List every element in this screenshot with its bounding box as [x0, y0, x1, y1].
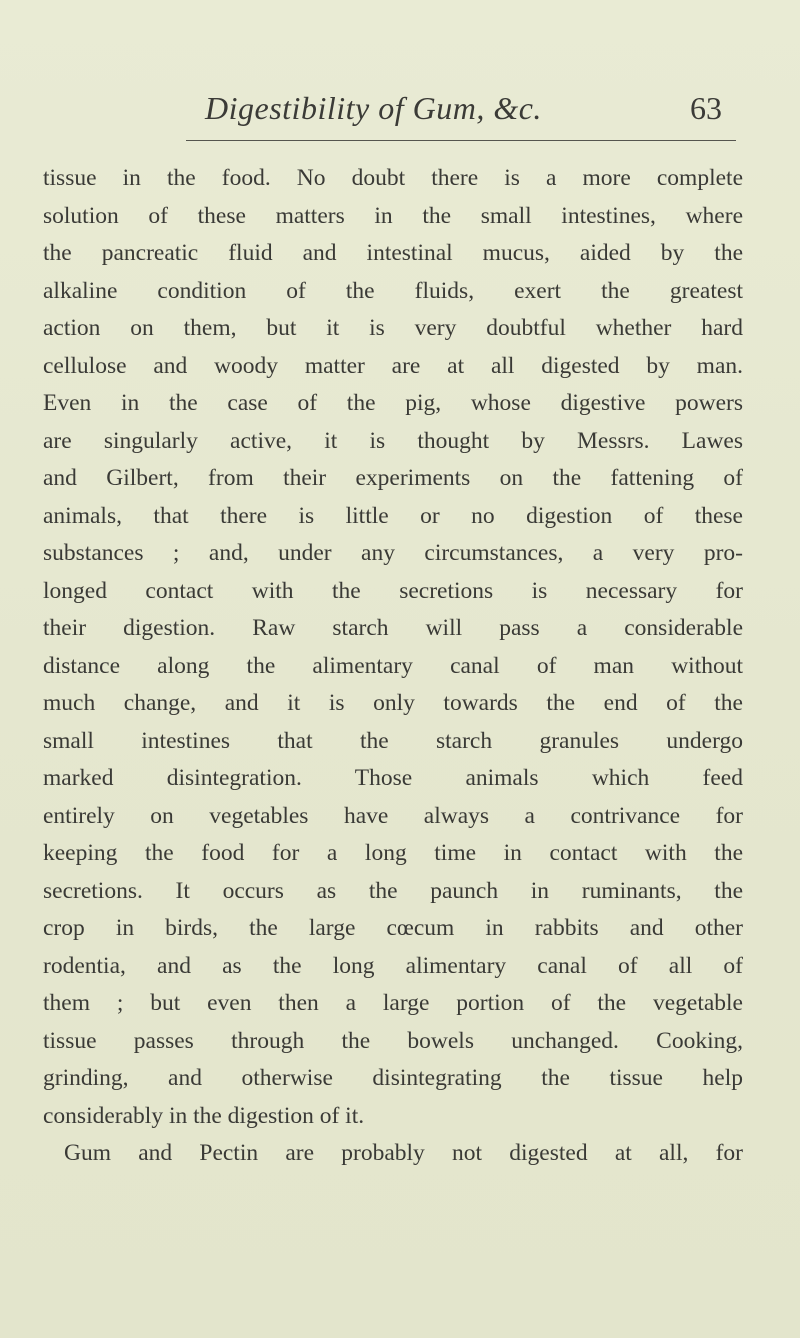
text-line: entirely on vegetables have always a contrivance for: [43, 802, 743, 829]
text-line: the pancreatic fluid and intestinal mucus, aided by the: [43, 240, 743, 266]
text-line: much change, and it is only towards the end of the: [43, 690, 743, 716]
text-line: grinding, and otherwise disintegrating the tissue help: [43, 1065, 743, 1091]
text-line: cellulose and woody matter are at all digested by man.: [43, 352, 743, 379]
text-line: substances ; and, under any circumstances, a very pro-: [43, 540, 743, 566]
text-line: distance along the alimentary canal of man without: [43, 652, 743, 679]
text-line: crop in birds, the large cœcum in rabbits and other: [43, 915, 743, 941]
page-header: [0, 90, 800, 140]
text-line: tissue in the food. No doubt there is a more complete: [43, 165, 743, 191]
text-line: action on them, but it is very doubtful whether hard: [43, 315, 743, 341]
text-line: small intestines that the starch granules undergo: [43, 727, 743, 754]
text-line: Even in the case of the pig, whose digestive powers: [43, 390, 743, 416]
text-line: tissue passes through the bowels unchanged. Cooking,: [43, 1027, 743, 1054]
page-number: 63: [690, 90, 722, 126]
header-rule: [186, 140, 736, 141]
text-line: secretions. It occurs as the paunch in ruminants, the: [43, 877, 743, 904]
text-line: them ; but even then a large portion of the vegetable: [43, 990, 743, 1016]
text-line: rodentia, and as the long alimentary canal of all of: [43, 952, 743, 979]
text-line: animals, that there is little or no digestion of these: [43, 502, 743, 529]
text-line: longed contact with the secretions is necessary for: [43, 577, 743, 604]
text-line: keeping the food for a long time in contact with the: [43, 840, 743, 866]
text-line: considerably in the digestion of it.: [43, 1102, 365, 1129]
text-line: are singularly active, it is thought by Messrs. Lawes: [43, 427, 743, 454]
text-line: their digestion. Raw starch will pass a considerable: [43, 615, 743, 641]
text-line: alkaline condition of the fluids, exert the greatest: [43, 277, 743, 304]
running-title: Digestibility of Gum, &c.: [205, 90, 542, 126]
text-line: Gum and Pectin are probably not digested at all, for: [64, 1140, 743, 1166]
body-paragraph: [43, 160, 743, 1173]
text-line: solution of these matters in the small intestines, where: [43, 202, 743, 229]
text-line: marked disintegration. Those animals which feed: [43, 765, 743, 791]
text-line: and Gilbert, from their experiments on the fattening of: [43, 465, 743, 491]
